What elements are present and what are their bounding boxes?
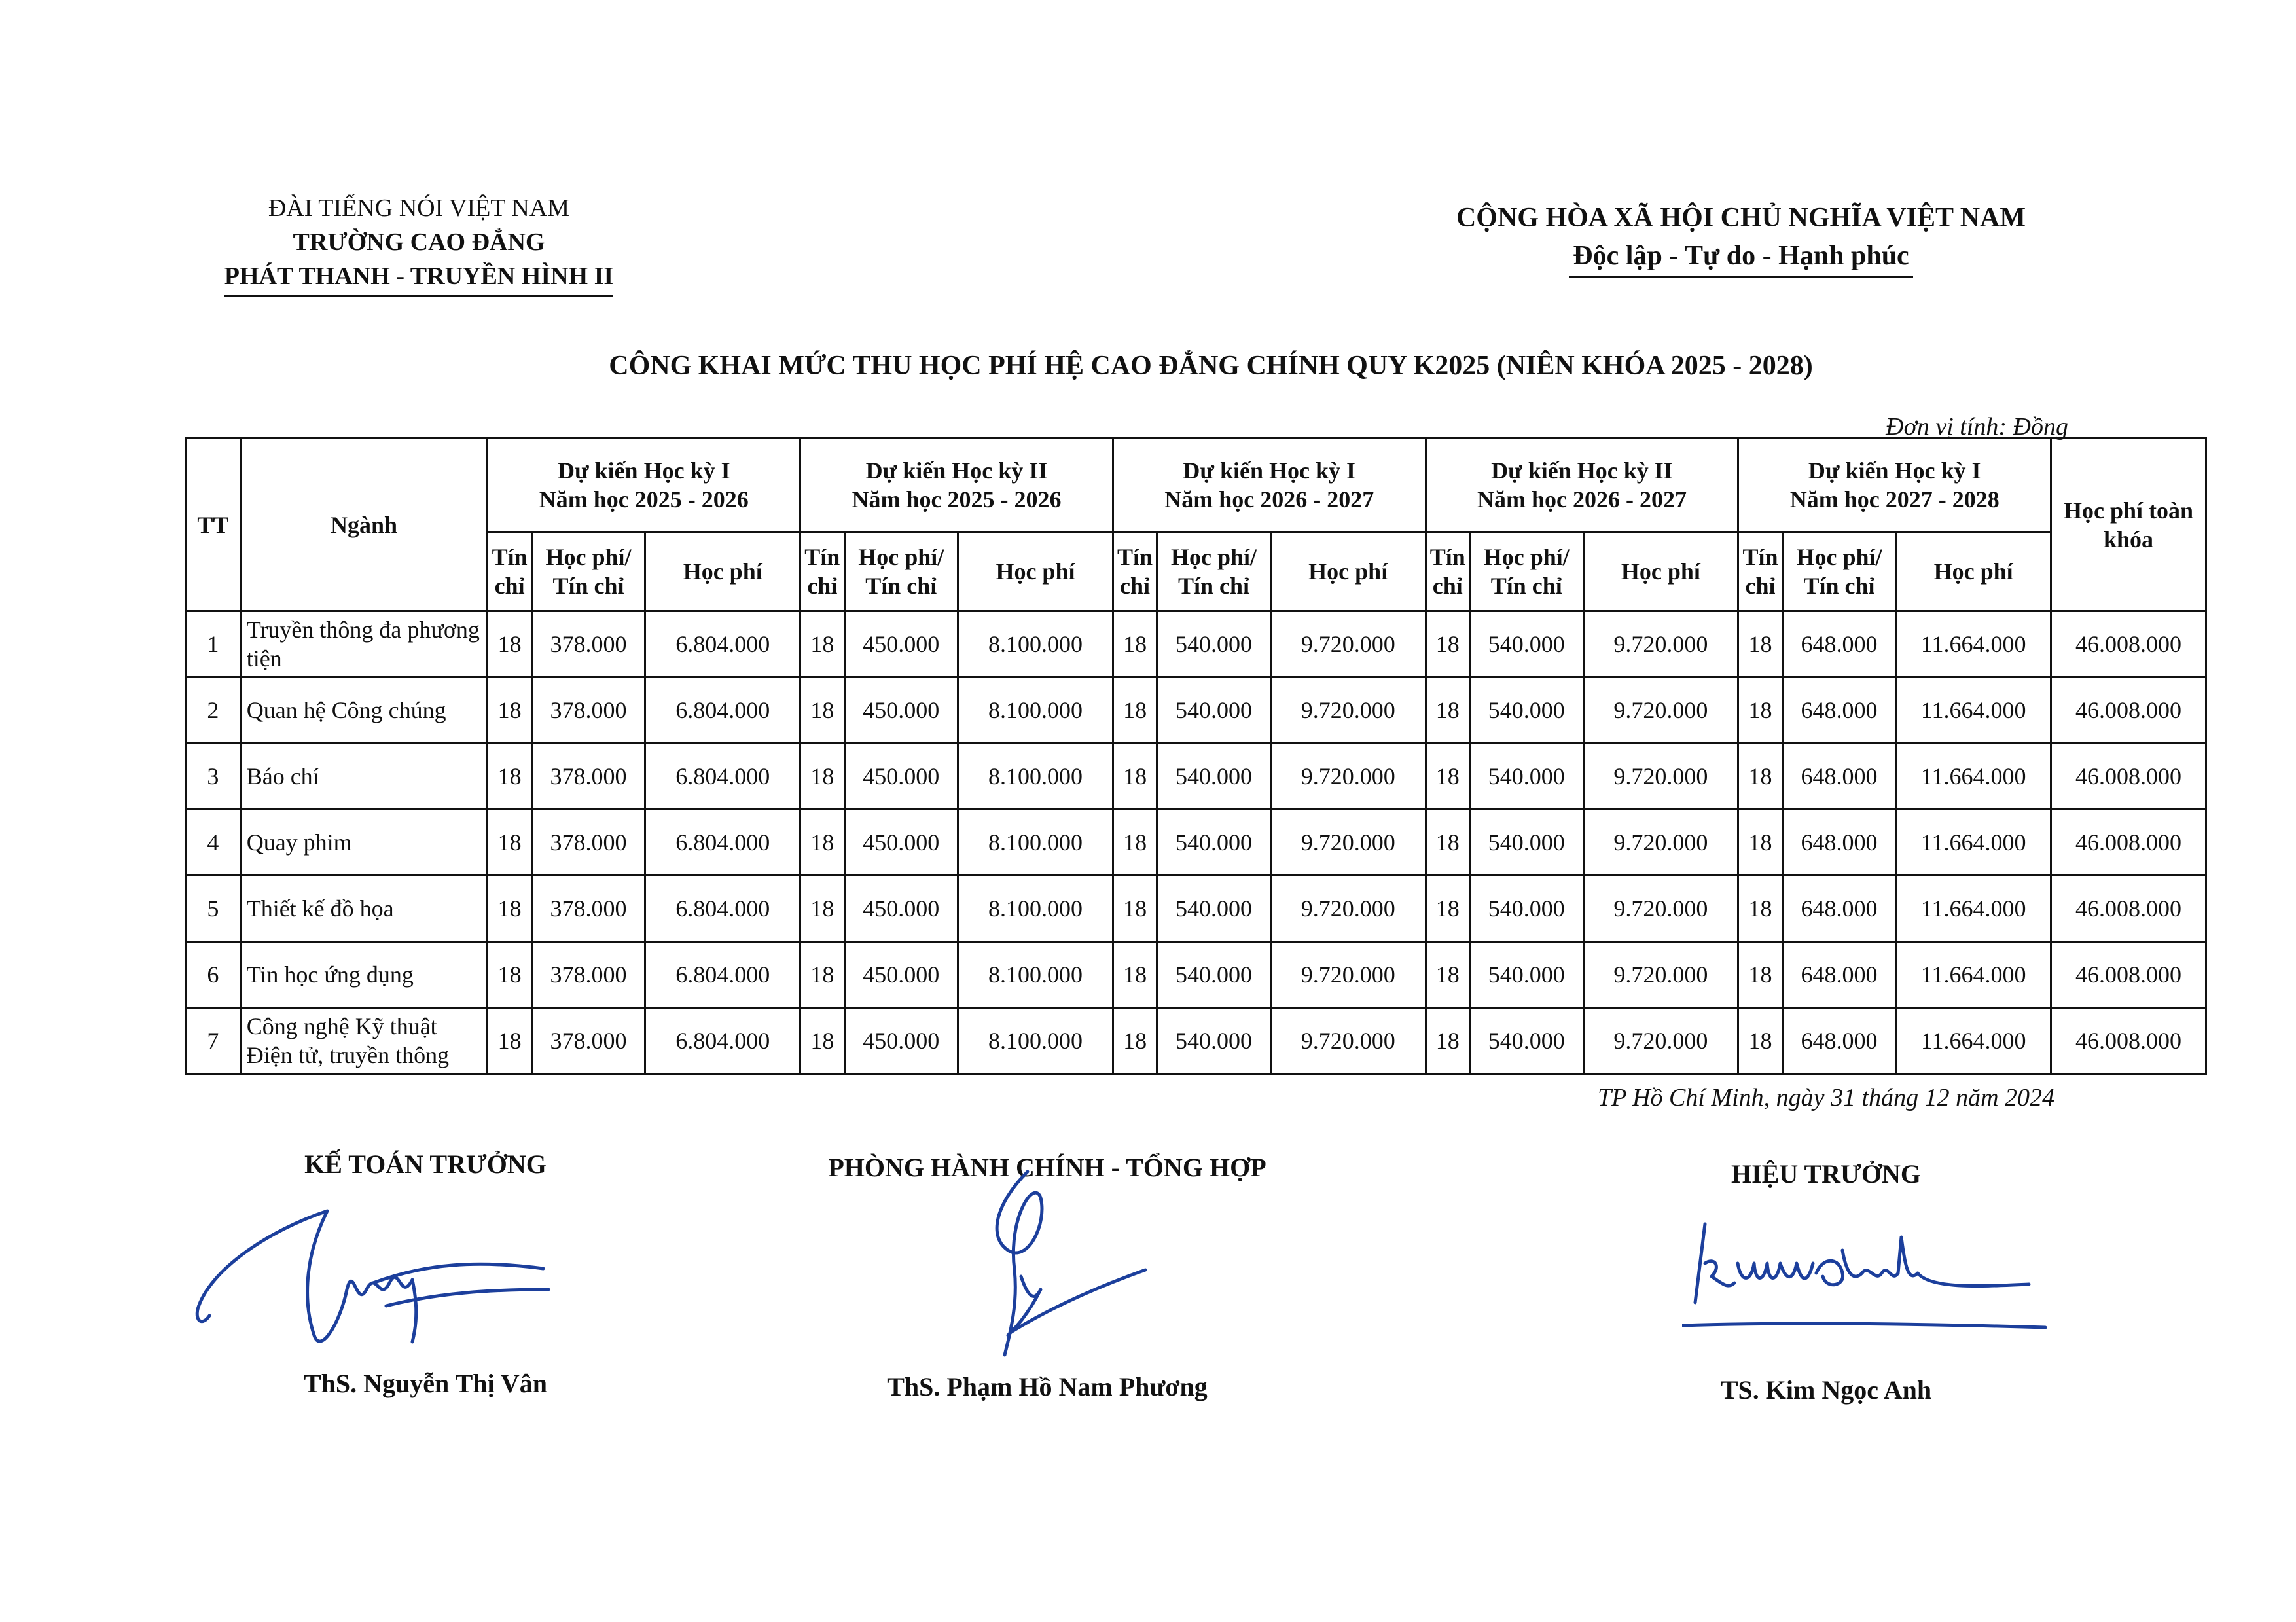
header-major: Ngành xyxy=(240,439,488,611)
national-name: CỘNG HÒA XÃ HỘI CHỦ NGHĨA VIỆT NAM xyxy=(1456,203,2026,233)
cell-fee: 6.804.000 xyxy=(645,942,800,1008)
cell-fee-per-credit: 540.000 xyxy=(1157,677,1271,744)
cell-fee: 11.664.000 xyxy=(1896,611,2051,677)
cell-fee: 8.100.000 xyxy=(958,942,1113,1008)
cell-credits: 18 xyxy=(800,611,844,677)
cell-tt: 5 xyxy=(186,876,241,942)
cell-fee: 6.804.000 xyxy=(645,611,800,677)
cell-credits: 18 xyxy=(1113,744,1157,810)
cell-credits: 18 xyxy=(488,942,531,1008)
cell-fee-per-credit: 450.000 xyxy=(844,876,958,942)
table-row xyxy=(186,677,2206,744)
subheader-credits-3: Tín chỉ xyxy=(1113,532,1157,611)
cell-credits: 18 xyxy=(488,677,531,744)
subheader-credits-5: Tín chỉ xyxy=(1738,532,1782,611)
table-row xyxy=(186,942,2206,1008)
cell-fee-per-credit: 378.000 xyxy=(531,942,645,1008)
cell-credits: 18 xyxy=(800,677,844,744)
currency-unit-label: Đơn vị tính: Đồng xyxy=(1886,413,2068,441)
table-row xyxy=(186,1008,2206,1074)
cell-credits: 18 xyxy=(1738,677,1782,744)
document-title: CÔNG KHAI MỨC THU HỌC PHÍ HỆ CAO ĐẲNG CHÍNH QUY K2025 (NIÊN KHÓA 2025 - 2028) xyxy=(609,351,1813,381)
cell-credits: 18 xyxy=(488,1008,531,1074)
cell-fee: 8.100.000 xyxy=(958,1008,1113,1074)
cell-fee: 9.720.000 xyxy=(1270,611,1426,677)
school-name-line2: PHÁT THANH - TRUYỀN HÌNH II xyxy=(224,259,613,297)
subheader-fee-per-credit-3: Học phí/ Tín chỉ xyxy=(1157,532,1271,611)
admin-office-head-name: ThS. Phạm Hồ Nam Phương xyxy=(887,1372,1208,1401)
cell-credits: 18 xyxy=(1113,611,1157,677)
cell-fee-per-credit: 540.000 xyxy=(1157,1008,1271,1074)
cell-credits: 18 xyxy=(1738,876,1782,942)
cell-tt: 2 xyxy=(186,677,241,744)
accountant-title: KẾ TOÁN TRƯỞNG xyxy=(304,1149,547,1179)
cell-fee-per-credit: 648.000 xyxy=(1782,1008,1896,1074)
cell-fee-per-credit: 540.000 xyxy=(1469,744,1583,810)
principal-title: HIỆU TRƯỞNG xyxy=(1731,1159,1922,1189)
cell-fee-per-credit: 450.000 xyxy=(844,611,958,677)
cell-fee-per-credit: 540.000 xyxy=(1469,1008,1583,1074)
header-total-fee: Học phí toàn khóa xyxy=(2051,439,2206,611)
table-header-row xyxy=(186,439,2206,532)
header-period-2: Dự kiến Học kỳ II Năm học 2025 - 2026 xyxy=(800,439,1113,532)
cell-fee-per-credit: 540.000 xyxy=(1157,611,1271,677)
admin-office-signature-icon xyxy=(949,1165,1158,1375)
subheader-fee-5: Học phí xyxy=(1896,532,2051,611)
cell-fee-per-credit: 648.000 xyxy=(1782,876,1896,942)
school-name-line1: TRƯỜNG CAO ĐẲNG xyxy=(293,228,545,256)
subheader-credits-1: Tín chỉ xyxy=(488,532,531,611)
cell-major: Quay phim xyxy=(240,810,488,876)
cell-fee-per-credit: 378.000 xyxy=(531,611,645,677)
cell-fee-per-credit: 648.000 xyxy=(1782,744,1896,810)
cell-major: Thiết kế đồ họa xyxy=(240,876,488,942)
cell-fee-per-credit: 540.000 xyxy=(1469,611,1583,677)
cell-credits: 18 xyxy=(1426,942,1469,1008)
table-subheader-row xyxy=(186,532,2206,611)
cell-credits: 18 xyxy=(1738,611,1782,677)
subheader-fee-3: Học phí xyxy=(1270,532,1426,611)
tuition-fee-table xyxy=(185,437,2207,1075)
cell-credits: 18 xyxy=(1113,677,1157,744)
cell-credits: 18 xyxy=(1738,942,1782,1008)
cell-fee-per-credit: 540.000 xyxy=(1157,744,1271,810)
cell-fee: 8.100.000 xyxy=(958,677,1113,744)
cell-credits: 18 xyxy=(800,876,844,942)
cell-fee: 9.720.000 xyxy=(1583,1008,1738,1074)
accountant-signature-icon xyxy=(190,1191,556,1375)
cell-fee-per-credit: 540.000 xyxy=(1157,810,1271,876)
subheader-credits-2: Tín chỉ xyxy=(800,532,844,611)
cell-credits: 18 xyxy=(1426,810,1469,876)
cell-credits: 18 xyxy=(1426,1008,1469,1074)
cell-fee: 9.720.000 xyxy=(1270,942,1426,1008)
cell-fee: 8.100.000 xyxy=(958,744,1113,810)
cell-fee: 6.804.000 xyxy=(645,1008,800,1074)
cell-credits: 18 xyxy=(1426,611,1469,677)
cell-tt: 6 xyxy=(186,942,241,1008)
cell-credits: 18 xyxy=(1738,1008,1782,1074)
cell-fee-per-credit: 450.000 xyxy=(844,677,958,744)
cell-fee: 9.720.000 xyxy=(1583,744,1738,810)
table-row xyxy=(186,876,2206,942)
cell-major: Công nghệ Kỹ thuật Điện tử, truyền thông xyxy=(240,1008,488,1074)
cell-tt: 7 xyxy=(186,1008,241,1074)
cell-fee: 9.720.000 xyxy=(1583,876,1738,942)
header-period-1: Dự kiến Học kỳ I Năm học 2025 - 2026 xyxy=(488,439,800,532)
cell-fee: 8.100.000 xyxy=(958,876,1113,942)
cell-fee: 6.804.000 xyxy=(645,677,800,744)
cell-credits: 18 xyxy=(488,876,531,942)
cell-fee-per-credit: 648.000 xyxy=(1782,611,1896,677)
cell-fee-per-credit: 648.000 xyxy=(1782,942,1896,1008)
accountant-name: ThS. Nguyễn Thị Vân xyxy=(303,1369,548,1398)
admin-office-title: PHÒNG HÀNH CHÍNH - TỔNG HỢP xyxy=(828,1153,1266,1182)
cell-total-fee: 46.008.000 xyxy=(2051,677,2206,744)
cell-fee-per-credit: 540.000 xyxy=(1157,942,1271,1008)
cell-credits: 18 xyxy=(1738,810,1782,876)
cell-credits: 18 xyxy=(488,611,531,677)
cell-credits: 18 xyxy=(800,810,844,876)
subheader-fee-4: Học phí xyxy=(1583,532,1738,611)
principal-name: TS. Kim Ngọc Anh xyxy=(1720,1375,1932,1405)
cell-tt: 4 xyxy=(186,810,241,876)
date-line: TP Hồ Chí Minh, ngày 31 tháng 12 năm 2024 xyxy=(1597,1084,2055,1111)
national-header xyxy=(1427,199,2055,278)
cell-fee-per-credit: 378.000 xyxy=(531,744,645,810)
cell-fee: 9.720.000 xyxy=(1270,677,1426,744)
cell-fee-per-credit: 450.000 xyxy=(844,942,958,1008)
cell-fee: 9.720.000 xyxy=(1270,876,1426,942)
cell-tt: 3 xyxy=(186,744,241,810)
cell-fee: 6.804.000 xyxy=(645,810,800,876)
cell-fee-per-credit: 648.000 xyxy=(1782,677,1896,744)
cell-fee: 9.720.000 xyxy=(1270,744,1426,810)
cell-fee: 11.664.000 xyxy=(1896,1008,2051,1074)
cell-fee: 8.100.000 xyxy=(958,810,1113,876)
cell-credits: 18 xyxy=(800,744,844,810)
cell-fee: 9.720.000 xyxy=(1583,677,1738,744)
cell-fee: 11.664.000 xyxy=(1896,942,2051,1008)
cell-fee-per-credit: 378.000 xyxy=(531,876,645,942)
cell-major: Tin học ứng dụng xyxy=(240,942,488,1008)
cell-credits: 18 xyxy=(1738,744,1782,810)
subheader-fee-per-credit-4: Học phí/ Tín chỉ xyxy=(1469,532,1583,611)
cell-total-fee: 46.008.000 xyxy=(2051,810,2206,876)
cell-fee: 8.100.000 xyxy=(958,611,1113,677)
cell-major: Báo chí xyxy=(240,744,488,810)
principal-signature-icon xyxy=(1682,1211,2049,1342)
subheader-fee-per-credit-1: Học phí/ Tín chỉ xyxy=(531,532,645,611)
parent-organization: ĐÀI TIẾNG NÓI VIỆT NAM xyxy=(268,194,570,222)
cell-major: Quan hệ Công chúng xyxy=(240,677,488,744)
cell-credits: 18 xyxy=(1113,1008,1157,1074)
cell-credits: 18 xyxy=(1113,876,1157,942)
national-motto: Độc lập - Tự do - Hạnh phúc xyxy=(1569,237,1912,278)
cell-fee: 11.664.000 xyxy=(1896,810,2051,876)
cell-credits: 18 xyxy=(800,942,844,1008)
cell-credits: 18 xyxy=(1113,942,1157,1008)
cell-total-fee: 46.008.000 xyxy=(2051,876,2206,942)
cell-fee-per-credit: 450.000 xyxy=(844,744,958,810)
cell-credits: 18 xyxy=(1426,677,1469,744)
cell-fee-per-credit: 450.000 xyxy=(844,810,958,876)
subheader-fee-1: Học phí xyxy=(645,532,800,611)
header-period-3: Dự kiến Học kỳ I Năm học 2026 - 2027 xyxy=(1113,439,1426,532)
cell-fee: 6.804.000 xyxy=(645,744,800,810)
cell-fee-per-credit: 378.000 xyxy=(531,677,645,744)
cell-fee: 9.720.000 xyxy=(1583,810,1738,876)
table-row xyxy=(186,810,2206,876)
cell-fee-per-credit: 378.000 xyxy=(531,1008,645,1074)
cell-fee-per-credit: 540.000 xyxy=(1157,876,1271,942)
cell-total-fee: 46.008.000 xyxy=(2051,942,2206,1008)
header-period-5: Dự kiến Học kỳ I Năm học 2027 - 2028 xyxy=(1738,439,2051,532)
cell-fee-per-credit: 540.000 xyxy=(1469,810,1583,876)
cell-fee: 11.664.000 xyxy=(1896,876,2051,942)
cell-credits: 18 xyxy=(488,810,531,876)
header-tt: TT xyxy=(186,439,241,611)
header-period-4: Dự kiến Học kỳ II Năm học 2026 - 2027 xyxy=(1426,439,1738,532)
cell-tt: 1 xyxy=(186,611,241,677)
cell-credits: 18 xyxy=(1426,876,1469,942)
cell-fee: 9.720.000 xyxy=(1583,611,1738,677)
cell-fee: 11.664.000 xyxy=(1896,744,2051,810)
cell-total-fee: 46.008.000 xyxy=(2051,744,2206,810)
cell-fee: 6.804.000 xyxy=(645,876,800,942)
cell-fee-per-credit: 540.000 xyxy=(1469,876,1583,942)
cell-credits: 18 xyxy=(488,744,531,810)
subheader-fee-2: Học phí xyxy=(958,532,1113,611)
cell-total-fee: 46.008.000 xyxy=(2051,611,2206,677)
cell-fee: 9.720.000 xyxy=(1583,942,1738,1008)
cell-credits: 18 xyxy=(800,1008,844,1074)
cell-fee-per-credit: 450.000 xyxy=(844,1008,958,1074)
cell-fee: 9.720.000 xyxy=(1270,1008,1426,1074)
organization-header xyxy=(190,191,648,297)
cell-total-fee: 46.008.000 xyxy=(2051,1008,2206,1074)
cell-credits: 18 xyxy=(1426,744,1469,810)
cell-fee: 11.664.000 xyxy=(1896,677,2051,744)
cell-fee-per-credit: 540.000 xyxy=(1469,677,1583,744)
cell-fee-per-credit: 648.000 xyxy=(1782,810,1896,876)
subheader-fee-per-credit-5: Học phí/ Tín chỉ xyxy=(1782,532,1896,611)
cell-credits: 18 xyxy=(1113,810,1157,876)
cell-fee: 9.720.000 xyxy=(1270,810,1426,876)
table-row xyxy=(186,744,2206,810)
cell-fee-per-credit: 540.000 xyxy=(1469,942,1583,1008)
cell-major: Truyền thông đa phương tiện xyxy=(240,611,488,677)
subheader-credits-4: Tín chỉ xyxy=(1426,532,1469,611)
table-body xyxy=(186,611,2206,1074)
subheader-fee-per-credit-2: Học phí/ Tín chỉ xyxy=(844,532,958,611)
table-row xyxy=(186,611,2206,677)
cell-fee-per-credit: 378.000 xyxy=(531,810,645,876)
